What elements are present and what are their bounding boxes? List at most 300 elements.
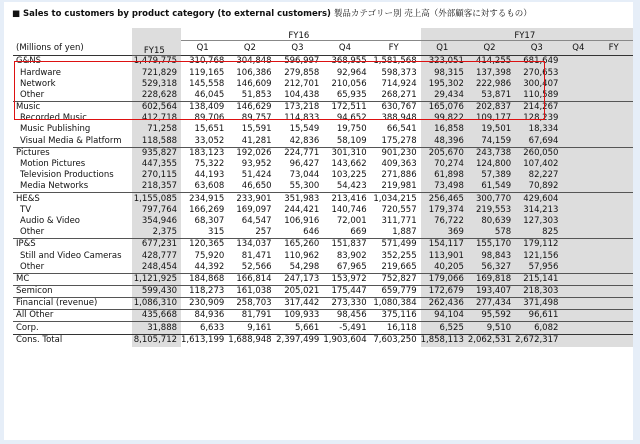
value-cell: 19,750 (336, 124, 367, 135)
value-cell: 256,465 (421, 193, 468, 205)
value-cell: 315 (208, 227, 225, 238)
value-cell: 53,871 (468, 90, 515, 102)
sales-table (13, 28, 633, 347)
fy16-q2-header: Q2 (228, 41, 275, 56)
value-cell: 65,935 (336, 89, 367, 100)
value-cell: 233,901 (228, 193, 275, 205)
value-cell (562, 334, 598, 347)
value-cell (598, 135, 633, 147)
value-cell: 260,050 (515, 147, 562, 159)
value-cell: 317,442 (276, 297, 324, 309)
value-cell: 659,779 (371, 285, 421, 297)
value-cell: 48,396 (421, 135, 468, 147)
value-cell: 205,670 (421, 147, 468, 159)
value-cell: 93,952 (241, 159, 272, 170)
table-row (13, 310, 633, 322)
value-cell: 224,771 (276, 147, 324, 159)
value-cell: 71,258 (132, 124, 181, 135)
value-cell: 95,592 (468, 310, 515, 322)
value-cell: 81,791 (228, 310, 275, 322)
value-cell: 714,924 (381, 78, 417, 89)
value-cell: 646 (303, 227, 320, 238)
value-cell: 243,738 (468, 147, 515, 159)
value-cell: 368,955 (323, 56, 370, 68)
unit-header (13, 28, 132, 41)
table-row (13, 78, 633, 89)
value-cell: 935,827 (132, 147, 181, 159)
value-cell: 1,887 (392, 227, 417, 238)
value-cell: 179,066 (421, 273, 468, 285)
value-cell: 42,836 (289, 135, 320, 146)
fy17-fy-header: FY (598, 41, 633, 56)
value-cell: 70,892 (515, 181, 562, 193)
value-cell: 192,026 (228, 147, 275, 159)
category-label: Financial (revenue) (13, 297, 132, 309)
value-cell: 310,768 (181, 56, 228, 68)
value-cell (598, 193, 633, 205)
value-cell: 752,827 (371, 273, 421, 285)
value-cell: 5,661 (276, 322, 324, 334)
value-cell: 1,121,925 (132, 273, 181, 285)
value-cell: 273,330 (323, 297, 370, 309)
value-cell (562, 159, 598, 170)
value-cell: 166,814 (228, 273, 275, 285)
value-cell: 447,355 (132, 159, 181, 170)
value-cell: 119,165 (189, 67, 225, 78)
fy17-q1-header: Q1 (421, 41, 468, 56)
value-cell: 104,438 (284, 89, 320, 100)
value-cell: 8,105,712 (132, 334, 181, 347)
value-cell: 435,668 (132, 310, 181, 322)
value-cell (562, 227, 598, 239)
value-cell: 165,260 (276, 239, 324, 251)
table-body (13, 56, 633, 347)
subcategory-label: Network (20, 78, 56, 89)
subcategory-label: Other (20, 227, 45, 238)
value-cell: 113,901 (421, 250, 468, 261)
value-cell: 16,118 (371, 322, 421, 334)
subcategory-label: Visual Media & Platform (20, 135, 122, 146)
value-cell: 578 (468, 227, 515, 239)
value-cell: 120,365 (181, 239, 228, 251)
value-cell: 76,722 (421, 216, 468, 227)
value-cell: 602,564 (132, 101, 181, 113)
value-cell: 234,915 (181, 193, 228, 205)
value-cell: 52,566 (241, 261, 272, 272)
value-cell: 1,086,310 (132, 297, 181, 309)
value-cell (562, 239, 598, 251)
table-row (13, 216, 633, 227)
value-cell (562, 322, 598, 334)
value-cell: 72,001 (336, 215, 367, 226)
value-cell: 270,115 (132, 170, 181, 181)
value-cell: 1,479,775 (132, 56, 181, 68)
value-cell: 195,302 (421, 78, 468, 89)
value-cell (598, 204, 633, 215)
value-cell: 40,205 (421, 261, 468, 273)
value-cell: 202,837 (468, 101, 515, 113)
value-cell: 118,588 (132, 135, 181, 147)
value-cell: 15,549 (289, 124, 320, 135)
value-cell: 61,549 (468, 181, 515, 193)
value-cell: 279,858 (284, 67, 320, 78)
value-cell: 89,757 (241, 113, 272, 124)
value-cell: 277,434 (468, 297, 515, 309)
value-cell: 46,650 (241, 181, 272, 192)
value-cell: 114,833 (284, 113, 320, 124)
value-cell (562, 67, 598, 78)
value-cell (598, 297, 633, 309)
value-cell (562, 261, 598, 273)
value-cell: 75,920 (194, 250, 225, 261)
value-cell (562, 216, 598, 227)
table-row (13, 273, 633, 285)
value-cell: 175,278 (381, 135, 417, 146)
value-cell: 1,581,568 (371, 56, 421, 68)
value-cell (562, 101, 598, 113)
value-cell: 118,273 (181, 285, 228, 297)
value-cell: 54,298 (289, 261, 320, 272)
value-cell (562, 124, 598, 135)
value-cell: 70,274 (421, 159, 468, 170)
value-cell: 140,746 (331, 204, 367, 215)
value-cell: 63,608 (194, 181, 225, 192)
value-cell: 127,303 (515, 216, 562, 227)
value-cell: 244,421 (284, 204, 320, 215)
header-row-years (13, 28, 633, 41)
value-cell: 228,628 (132, 90, 181, 102)
value-cell (562, 170, 598, 181)
value-cell: 901,230 (371, 147, 421, 159)
value-cell: 6,633 (181, 322, 228, 334)
value-cell: 179,374 (421, 204, 468, 215)
value-cell: 172,511 (323, 101, 370, 113)
subcategory-label: Hardware (20, 67, 62, 78)
value-cell: 61,898 (421, 170, 468, 181)
value-cell (598, 285, 633, 297)
value-cell: 257 (255, 227, 272, 238)
subcategory-label: Television Productions (20, 170, 114, 181)
value-cell (598, 322, 633, 334)
table-row (13, 193, 633, 205)
value-cell (598, 227, 633, 239)
value-cell (562, 193, 598, 205)
value-cell: 173,218 (276, 101, 324, 113)
value-cell (598, 310, 633, 322)
value-cell: 68,307 (194, 215, 225, 226)
value-cell (598, 170, 633, 181)
value-cell: 669 (350, 227, 367, 238)
value-cell: 1,155,085 (132, 193, 181, 205)
value-cell: 121,156 (515, 250, 562, 261)
table-row (13, 67, 633, 78)
value-cell: 1,858,113 (421, 334, 468, 347)
value-cell: 153,972 (323, 273, 370, 285)
table-row (13, 322, 633, 334)
value-cell: 54,423 (336, 181, 367, 192)
value-cell: 183,123 (181, 147, 228, 159)
value-cell: 145,558 (189, 78, 225, 89)
subcategory-label: Still and Video Cameras (20, 250, 122, 261)
value-cell: 67,694 (515, 135, 562, 147)
value-cell: 314,213 (515, 204, 562, 215)
value-cell: 169,097 (236, 204, 272, 215)
value-cell: 210,056 (331, 78, 367, 89)
value-cell: 311,771 (381, 215, 417, 226)
value-cell: 155,170 (468, 239, 515, 251)
value-cell (562, 56, 598, 68)
table-row (13, 147, 633, 159)
value-cell: 219,981 (381, 181, 417, 192)
value-cell: 2,397,499 (276, 334, 324, 347)
value-cell: 74,159 (468, 135, 515, 147)
subcategory-label: TV (20, 204, 32, 215)
value-cell: 258,703 (228, 297, 275, 309)
value-cell: 677,231 (132, 239, 181, 251)
fy17-q2-header: Q2 (468, 41, 515, 56)
fy17-q4-header: Q4 (562, 41, 598, 56)
value-cell: 681,649 (515, 56, 562, 68)
value-cell: 219,553 (468, 204, 515, 215)
value-cell: 2,375 (132, 227, 181, 239)
value-cell: 98,456 (323, 310, 370, 322)
value-cell: 55,300 (289, 181, 320, 192)
value-cell: 213,416 (323, 193, 370, 205)
value-cell: 106,916 (284, 215, 320, 226)
category-label: MC (13, 273, 132, 285)
value-cell: 94,104 (421, 310, 468, 322)
value-cell: 128,239 (515, 113, 562, 124)
value-cell: 193,407 (468, 285, 515, 297)
value-cell (598, 56, 633, 68)
value-cell (562, 204, 598, 215)
value-cell (562, 310, 598, 322)
table-row (13, 227, 633, 239)
value-cell: 262,436 (421, 297, 468, 309)
subcategory-label: Other (20, 261, 45, 272)
category-label: HE&S (13, 193, 132, 205)
table-row (13, 170, 633, 181)
value-cell (598, 147, 633, 159)
value-cell (562, 250, 598, 261)
value-cell: 300,770 (468, 193, 515, 205)
value-cell: 1,080,384 (371, 297, 421, 309)
title-jp: 製品カテゴリー別 売上高（外部顧客に対するもの） (333, 9, 532, 19)
value-cell: 388,948 (381, 113, 417, 124)
table-title: ■ Sales to customers by product category (to external customers) 製品カテゴリー別 売上高（外部顧客に対するもの） (12, 9, 532, 19)
value-cell: 57,389 (468, 170, 515, 181)
value-cell: 151,837 (323, 239, 370, 251)
value-cell: 1,034,215 (371, 193, 421, 205)
value-cell (562, 135, 598, 147)
value-cell: 412,718 (132, 113, 181, 124)
value-cell: 124,800 (468, 159, 515, 170)
value-cell (598, 261, 633, 273)
value-cell: 18,334 (515, 124, 562, 135)
value-cell (598, 113, 633, 124)
value-cell: 721,829 (132, 67, 181, 78)
value-cell: 99,822 (421, 113, 468, 124)
value-cell: 571,499 (371, 239, 421, 251)
value-cell: 83,902 (336, 250, 367, 261)
value-cell: 44,193 (194, 170, 225, 181)
value-cell: 630,767 (371, 101, 421, 113)
value-cell: 16,858 (421, 124, 468, 135)
table-row (13, 239, 633, 251)
value-cell: 414,255 (468, 56, 515, 68)
value-cell (562, 78, 598, 89)
value-cell: 109,177 (468, 113, 515, 124)
subcategory-label: Motion Pictures (20, 159, 86, 170)
value-cell: 1,613,199 (181, 334, 228, 347)
value-cell: 271,886 (381, 170, 417, 181)
value-cell: 82,227 (515, 170, 562, 181)
value-cell: 598,373 (381, 67, 417, 78)
value-cell: 96,427 (289, 159, 320, 170)
value-cell: 218,357 (132, 181, 181, 193)
value-cell: 247,173 (276, 273, 324, 285)
fy16-header: FY16 (181, 28, 421, 41)
value-cell: 720,557 (381, 204, 417, 215)
fy16-q1-header: Q1 (181, 41, 228, 56)
value-cell: 137,398 (468, 67, 515, 78)
value-cell: 596,997 (276, 56, 324, 68)
value-cell: 2,062,531 (468, 334, 515, 347)
value-cell (598, 67, 633, 78)
table-row (13, 181, 633, 193)
subcategory-label: Audio & Video (20, 215, 81, 226)
value-cell (598, 181, 633, 193)
value-cell: 797,764 (132, 204, 181, 215)
value-cell: 268,271 (381, 89, 417, 100)
value-cell: 146,629 (228, 101, 275, 113)
sheet (4, 2, 633, 440)
value-cell: 134,037 (228, 239, 275, 251)
value-cell: 9,161 (228, 322, 275, 334)
table-row (13, 113, 633, 124)
value-cell: 106,386 (236, 67, 272, 78)
header-row-quarters (13, 41, 633, 56)
value-cell: 41,281 (241, 135, 272, 146)
value-cell: 46,045 (194, 89, 225, 100)
value-cell: 369 (421, 227, 468, 239)
table-row (13, 285, 633, 297)
value-cell (598, 124, 633, 135)
value-cell: 172,679 (421, 285, 468, 297)
category-label: Pictures (13, 147, 132, 159)
value-cell: 215,141 (515, 273, 562, 285)
table-row (13, 135, 633, 147)
value-cell: 184,868 (181, 273, 228, 285)
value-cell: 98,315 (421, 67, 468, 78)
value-cell: 529,318 (132, 78, 181, 89)
category-label: G&NS (13, 56, 132, 68)
value-cell: 107,402 (515, 159, 562, 170)
value-cell: 6,525 (421, 322, 468, 334)
unit-label: (Millions of yen) (13, 41, 132, 56)
category-label: IP&S (13, 239, 132, 251)
value-cell: 146,609 (236, 78, 272, 89)
fy17-header: FY17 (421, 28, 633, 41)
value-cell: 300,407 (515, 78, 562, 89)
value-cell: 58,109 (336, 135, 367, 146)
table-row (13, 204, 633, 215)
category-label: Corp. (13, 322, 132, 334)
table-row (13, 250, 633, 261)
value-cell: 270,653 (515, 67, 562, 78)
value-cell: 6,082 (515, 322, 562, 334)
value-cell: 1,688,948 (228, 334, 275, 347)
value-cell: 73,498 (421, 181, 468, 193)
subcategory-label: Media Networks (20, 181, 89, 192)
value-cell: 1,903,604 (323, 334, 370, 347)
value-cell: 161,038 (228, 285, 275, 297)
value-cell (562, 147, 598, 159)
value-cell: 154,117 (421, 239, 468, 251)
value-cell: 429,604 (515, 193, 562, 205)
value-cell: 301,310 (323, 147, 370, 159)
value-cell: 67,965 (336, 261, 367, 272)
value-cell (598, 250, 633, 261)
value-cell: 230,909 (181, 297, 228, 309)
table-row (13, 159, 633, 170)
value-cell: 110,962 (284, 250, 320, 261)
fy16-q3-header: Q3 (276, 41, 324, 56)
fy16-q4-header: Q4 (323, 41, 370, 56)
value-cell: 75,322 (194, 159, 225, 170)
value-cell (598, 239, 633, 251)
value-cell: 138,409 (181, 101, 228, 113)
title-en: Sales to customers by product category (to external customers) (23, 9, 331, 19)
value-cell (562, 113, 598, 124)
value-cell: 64,547 (241, 215, 272, 226)
value-cell: 218,303 (515, 285, 562, 297)
value-cell: 375,116 (371, 310, 421, 322)
value-cell: 33,052 (194, 135, 225, 146)
value-cell: 599,430 (132, 285, 181, 297)
table-row (13, 124, 633, 135)
value-cell (562, 285, 598, 297)
value-cell: 15,591 (241, 124, 272, 135)
category-label: All Other (13, 310, 132, 322)
fy16-fy-header: FY (371, 41, 421, 56)
value-cell (598, 90, 633, 102)
value-cell: 103,225 (331, 170, 367, 181)
value-cell: 57,956 (515, 261, 562, 273)
table-row (13, 297, 633, 309)
value-cell: 73,044 (289, 170, 320, 181)
table-row (13, 56, 633, 68)
value-cell (598, 159, 633, 170)
value-cell: 96,611 (515, 310, 562, 322)
fy15-header: FY15 (132, 28, 181, 56)
value-cell: 80,639 (468, 216, 515, 227)
value-cell (598, 273, 633, 285)
table-row (13, 101, 633, 113)
category-label: Cons. Total (13, 334, 132, 347)
table-row (13, 334, 633, 347)
value-cell: 31,888 (132, 322, 181, 334)
value-cell (562, 273, 598, 285)
value-cell: 44,392 (194, 261, 225, 272)
value-cell: 212,701 (284, 78, 320, 89)
value-cell (562, 297, 598, 309)
value-cell: 351,983 (276, 193, 324, 205)
category-label: Music (13, 101, 132, 113)
value-cell (598, 78, 633, 89)
value-cell: 169,818 (468, 273, 515, 285)
subcategory-label: Recorded Music (20, 113, 87, 124)
